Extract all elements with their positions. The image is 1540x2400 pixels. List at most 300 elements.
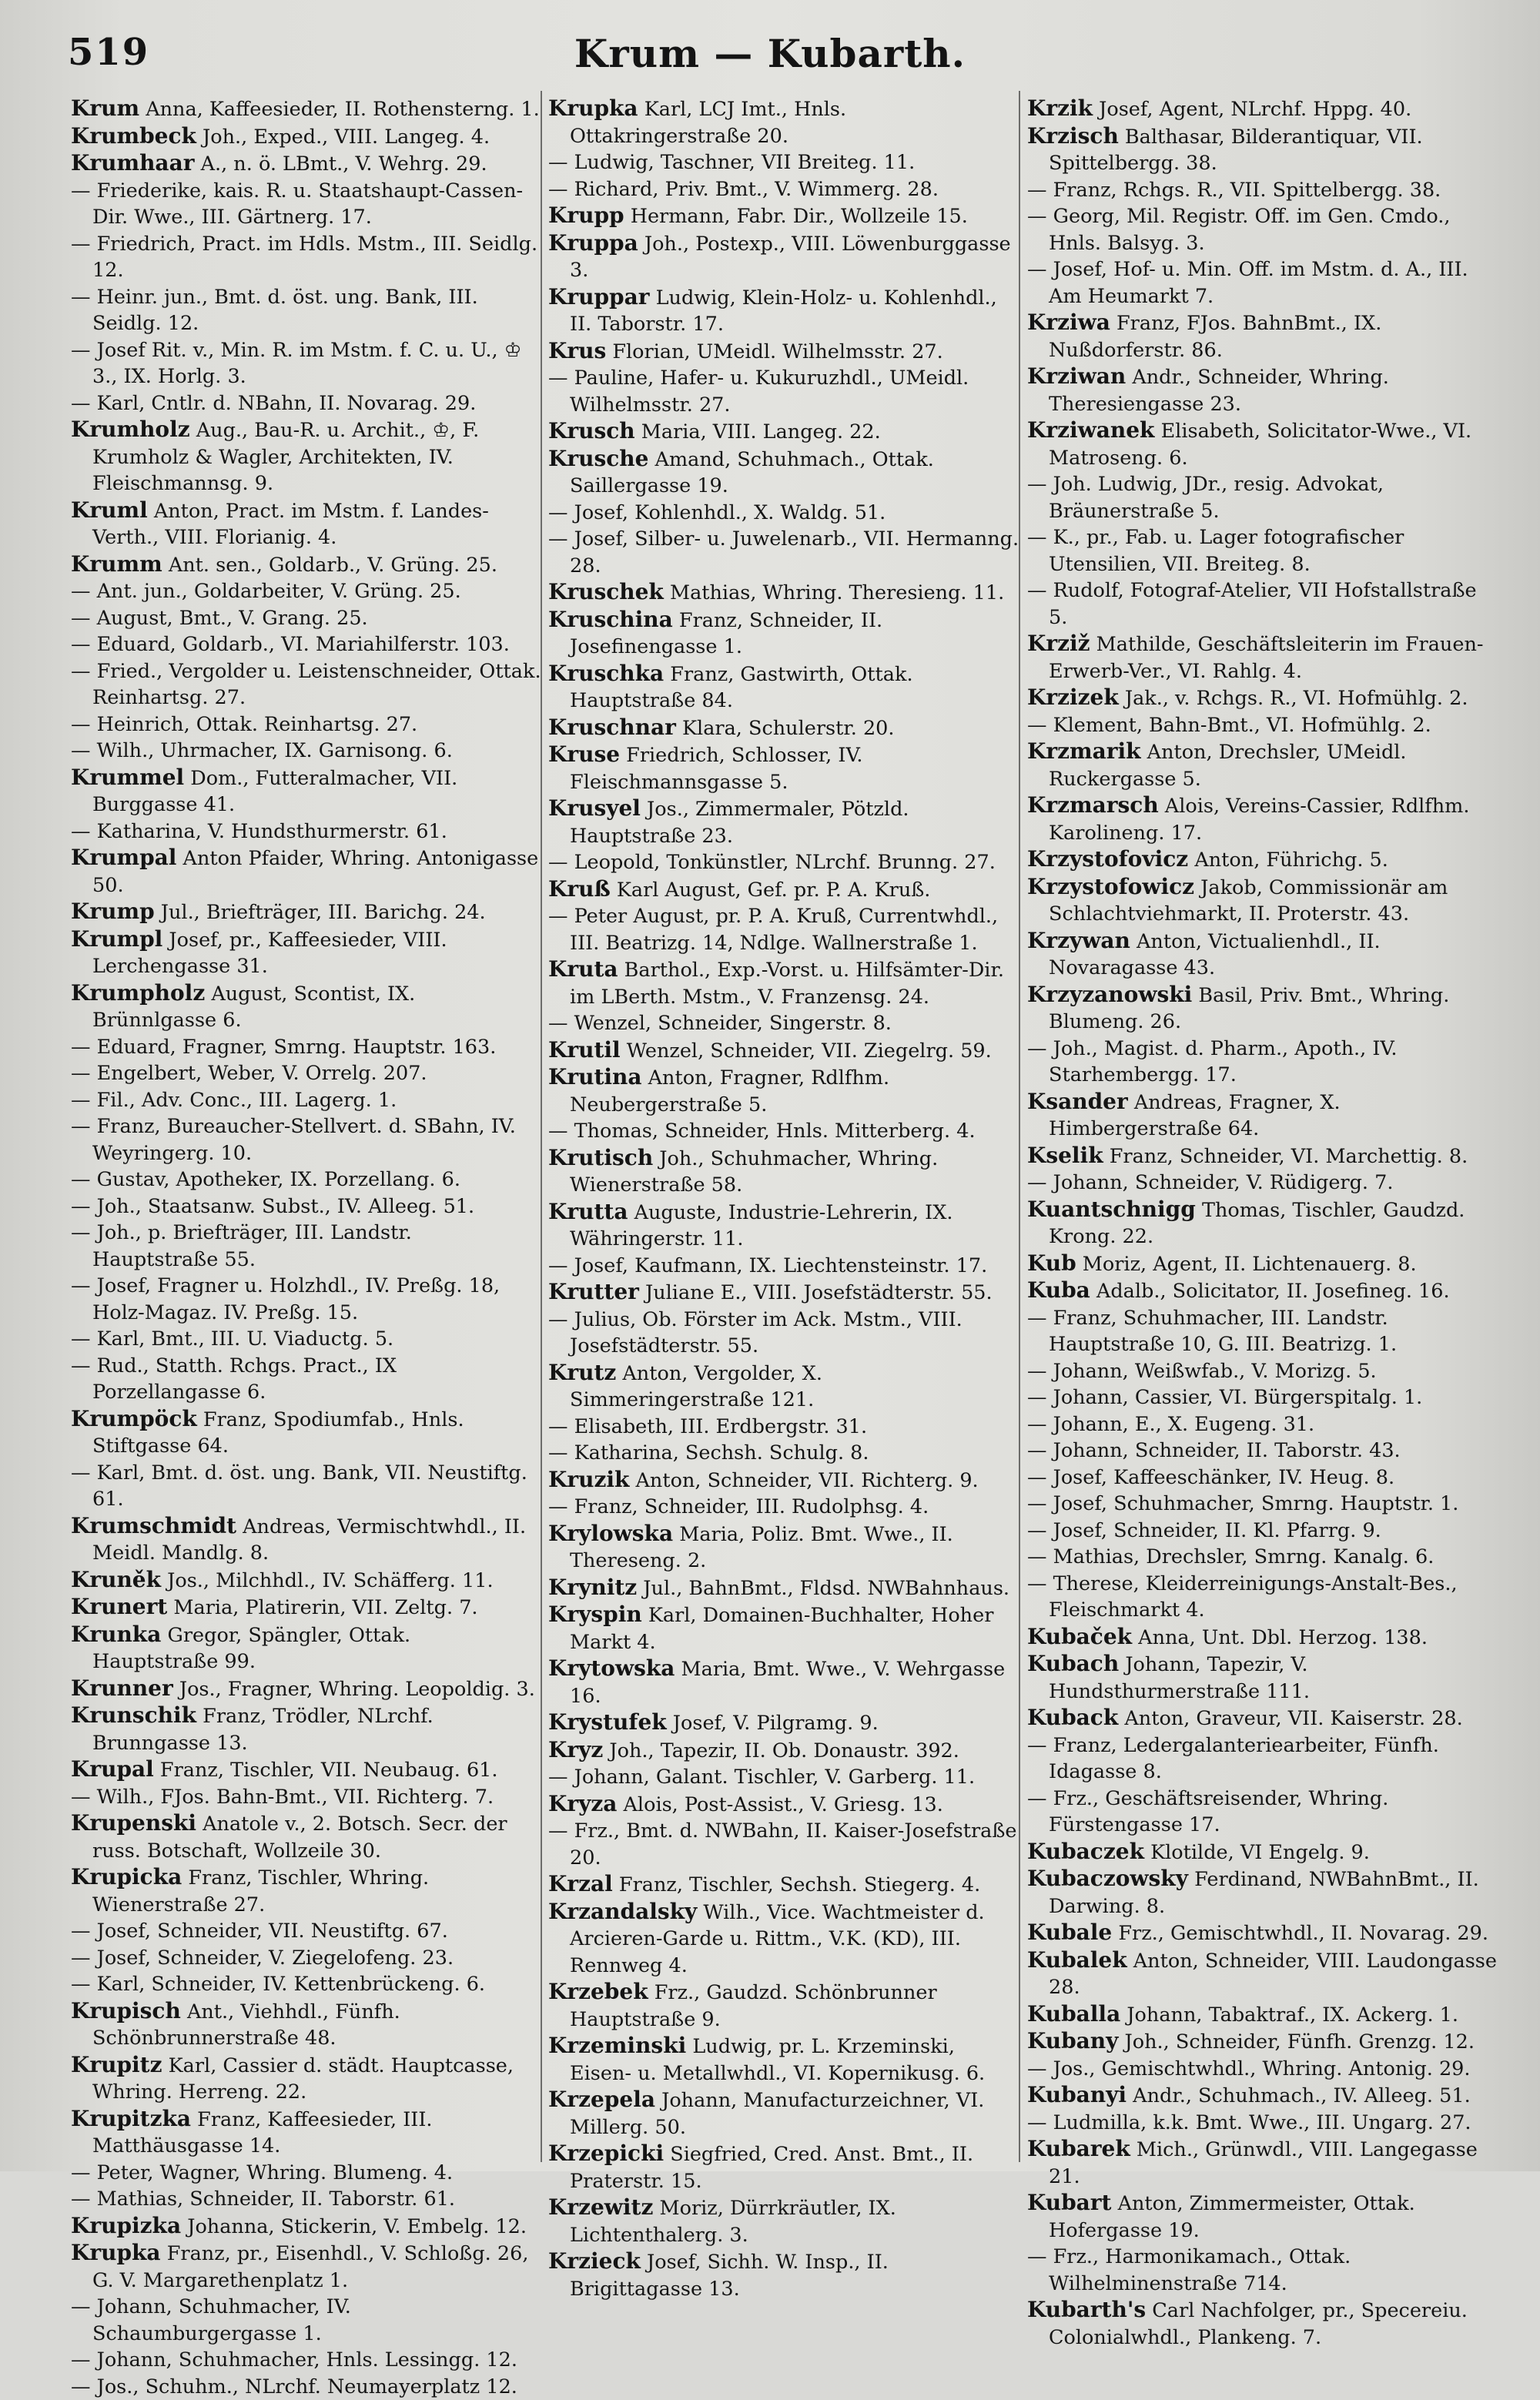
- entry-details: Carl Nachfolger, pr., Specereiu. Colonialwhdl., Plankeng. 7.: [1049, 2299, 1468, 2349]
- entry-details: — Josef, Fragner u. Holzhdl., IV. Preßg. 18, Holz-Magaz. IV. Preßg. 15.: [71, 1274, 500, 1324]
- directory-entry: [1027, 1464, 1498, 1491]
- directory-entry: [71, 738, 542, 765]
- entry-details: — Franz, Schneider, III. Rudolphsg. 4.: [548, 1495, 929, 1518]
- entry-details: Mathias, Whring. Theresieng. 11.: [670, 581, 1004, 604]
- entry-surname: Krus: [548, 338, 606, 363]
- entry-surname: Kubaček: [1027, 1624, 1132, 1649]
- directory-entry: [71, 1087, 542, 1114]
- entry-details: Andr., Schneider, Whring. Theresiengasse 23.: [1049, 366, 1389, 416]
- directory-entry: [1027, 177, 1498, 204]
- directory-entry: [71, 2347, 542, 2374]
- directory-entry: [1027, 256, 1498, 310]
- directory-entry: [71, 2374, 542, 2400]
- entry-surname: Kruml: [71, 497, 148, 523]
- directory-entry: [548, 1145, 1019, 1199]
- directory-entry: [71, 1675, 542, 1703]
- entry-details: — Peter August, pr. P. A. Kruß, Currentwhdl., III. Beatrizg. 14, Ndlge. Wallnerstraße 1.: [548, 905, 998, 955]
- directory-entry: [71, 1918, 542, 1945]
- entry-surname: Kubarek: [1027, 2136, 1130, 2161]
- directory-entry: [1027, 846, 1498, 874]
- entry-details: Jos., Milchhdl., IV. Schäfferg. 11.: [167, 1569, 493, 1592]
- entry-surname: Krutisch: [548, 1145, 653, 1170]
- entry-details: Joh., Postexp., VIII. Löwenburggasse 3.: [570, 233, 1011, 283]
- entry-surname: Kubach: [1027, 1651, 1119, 1676]
- entry-details: — Fil., Adv. Conc., III. Lagerg. 1.: [71, 1089, 397, 1112]
- entry-surname: Kubart: [1027, 2190, 1111, 2215]
- entry-details: Mich., Grünwdl., VIII. Langegasse 21.: [1049, 2138, 1478, 2188]
- entry-surname: Krupka: [548, 95, 638, 121]
- directory-entry: [1027, 1277, 1498, 1305]
- entry-details: — Ant. jun., Goldarbeiter, V. Grüng. 25.: [71, 580, 461, 603]
- entry-details: Mathilde, Geschäftsleiterin im Frauen-Erwerb-Ver., VI. Rahlg. 4.: [1049, 633, 1483, 683]
- entry-surname: Kselik: [1027, 1143, 1103, 1168]
- directory-entry: [1027, 1920, 1498, 1947]
- directory-entry: [548, 1010, 1019, 1037]
- entry-details: Elisabeth, Solicitator-Wwe., VI. Matroseng. 6.: [1049, 420, 1471, 470]
- entry-surname: Kryza: [548, 1791, 617, 1816]
- entry-surname: Krupicka: [71, 1864, 182, 1890]
- directory-entry: [548, 2248, 1019, 2302]
- entry-details: Anna, Kaffeesieder, II. Rothensterng. 1.: [146, 98, 540, 121]
- entry-details: — Jos., Schuhm., NLrchf. Neumayerplatz 12.: [71, 2375, 517, 2398]
- entry-details: — Franz, Rchgs. R., VII. Spittelbergg. 38.: [1027, 179, 1441, 202]
- entry-details: Franz, Spodiumfab., Hnls. Stiftgasse 64.: [92, 1408, 464, 1458]
- entry-surname: Krutta: [548, 1199, 628, 1224]
- entry-details: — Elisabeth, III. Erdbergstr. 31.: [548, 1415, 867, 1438]
- directory-entry: [548, 876, 1019, 904]
- entry-details: Anton, Graveur, VII. Kaiserstr. 28.: [1124, 1707, 1462, 1730]
- directory-entry: [1027, 1732, 1498, 1786]
- directory-entry: [548, 1440, 1019, 1467]
- entry-surname: Krziwa: [1027, 310, 1110, 335]
- directory-entry: [71, 2106, 542, 2160]
- entry-surname: Krzandalsky: [548, 1899, 697, 1924]
- directory-entry: [1027, 712, 1498, 739]
- directory-entry: [71, 337, 542, 390]
- entry-details: Johann, Tapezir, V. Hundsthurmerstraße 111.: [1049, 1653, 1310, 1703]
- entry-surname: Krupisch: [71, 1998, 181, 2023]
- entry-details: Anton, Zimmermeister, Ottak. Hofergasse 19.: [1049, 2192, 1415, 2242]
- directory-entry: [548, 176, 1019, 203]
- directory-entry: [548, 903, 1019, 956]
- entry-surname: Kubany: [1027, 2028, 1118, 2054]
- directory-entry: [71, 551, 542, 579]
- directory-entry: [71, 284, 542, 337]
- entry-surname: Krunert: [71, 1594, 167, 1619]
- directory-entry: [71, 231, 542, 284]
- entry-details: Anton, Pract. im Mstm. f. Landes-Verth., VIII. Florianig. 4.: [92, 500, 489, 550]
- entry-details: — Johann, Schneider, II. Taborstr. 43.: [1027, 1439, 1401, 1462]
- entry-details: Frz., Gaudzd. Schönbrunner Hauptstraße 9.: [570, 1981, 937, 2031]
- entry-surname: Krump: [71, 899, 155, 924]
- directory-entry: [548, 1253, 1019, 1280]
- entry-details: Wilh., Vice. Wachtmeister d. Arcieren-Garde u. Rittm., V.K. (KD), III. Rennweg 4.: [570, 1901, 985, 1977]
- entry-details: — August, Bmt., V. Grang. 25.: [71, 607, 368, 630]
- directory-entry: [71, 1702, 542, 1756]
- entry-details: Maria, Poliz. Bmt. Wwe., II. Thereseng. 2.: [570, 1523, 953, 1573]
- entry-details: Joh., Schuhmacher, Whring. Wienerstraße 58.: [570, 1147, 938, 1197]
- directory-entry: [1027, 2244, 1498, 2297]
- column-2: [548, 95, 1019, 2159]
- directory-entry: [548, 607, 1019, 661]
- directory-entry: [1027, 1358, 1498, 1385]
- entry-surname: Krupal: [71, 1756, 154, 1782]
- entry-details: — Josef, Schuhmacher, Smrng. Hauptstr. 1.: [1027, 1492, 1458, 1515]
- directory-entry: [548, 284, 1019, 338]
- directory-entry: [548, 1521, 1019, 1575]
- entry-details: Basil, Priv. Bmt., Whring. Blumeng. 26.: [1049, 984, 1449, 1034]
- entry-details: Josef, Agent, NLrchf. Hppg. 40.: [1099, 98, 1411, 121]
- entry-surname: Krzal: [548, 1871, 613, 1896]
- entry-surname: Krupp: [548, 203, 624, 228]
- entry-details: — Frz., Bmt. d. NWBahn, II. Kaiser-Josefstraße 20.: [548, 1819, 1016, 1869]
- directory-entry: [1027, 1089, 1498, 1143]
- directory-entry: [71, 2240, 542, 2294]
- entry-details: — Josef, Schneider, VII. Neustiftg. 67.: [71, 1920, 448, 1943]
- entry-details: — Josef, Silber- u. Juwelenarb., VII. Hermanng. 28.: [548, 527, 1019, 577]
- directory-entry: [71, 765, 542, 818]
- entry-details: August, Scontist, IX. Brünnlgasse 6.: [92, 982, 415, 1033]
- entry-details: — Rudolf, Fotograf-Atelier, VII Hofstallstraße 5.: [1027, 579, 1477, 629]
- directory-entry: [71, 845, 542, 899]
- directory-entry: [1027, 1305, 1498, 1358]
- entry-surname: Krusch: [548, 418, 635, 444]
- entry-surname: Krzewitz: [548, 2194, 653, 2220]
- entry-surname: Krunner: [71, 1675, 173, 1701]
- entry-details: Thomas, Tischler, Gaudzd. Krong. 22.: [1049, 1199, 1465, 1249]
- entry-details: Anton, Victualienhdl., II. Novaragasse 43.: [1049, 930, 1381, 980]
- entry-details: — Karl, Cntlr. d. NBahn, II. Novarag. 29.: [71, 392, 476, 415]
- entry-surname: Krylowska: [548, 1521, 673, 1546]
- directory-entry: [548, 661, 1019, 715]
- entry-details: Anna, Unt. Dbl. Herzog. 138.: [1138, 1626, 1428, 1649]
- entry-surname: Kruněk: [71, 1567, 161, 1592]
- entry-details: — Peter, Wagner, Whring. Blumeng. 4.: [71, 2161, 453, 2184]
- entry-surname: Kruppa: [548, 230, 638, 256]
- directory-entry: [1027, 1839, 1498, 1866]
- entry-surname: Krutil: [548, 1037, 621, 1063]
- entry-surname: Kubanyi: [1027, 2082, 1127, 2107]
- directory-entry: [548, 956, 1019, 1010]
- entry-surname: Krunschik: [71, 1702, 196, 1728]
- directory-entry: [1027, 1170, 1498, 1197]
- entry-details: Maria, Bmt. Wwe., V. Wehrgasse 16.: [570, 1658, 1005, 1708]
- entry-surname: Kuba: [1027, 1277, 1090, 1303]
- entry-surname: Kubaczowsky: [1027, 1866, 1188, 1891]
- entry-details: — Jos., Gemischtwhdl., Whring. Antonig. 29.: [1027, 2057, 1471, 2080]
- entry-details: — Franz, Bureaucher-Stellvert. d. SBahn, IV. Weyringerg. 10.: [71, 1115, 516, 1165]
- entry-details: Franz, Tischler, Whring. Wienerstraße 27.: [92, 1866, 429, 1916]
- directory-entry: [548, 95, 1019, 149]
- entry-surname: Krumpholz: [71, 980, 205, 1006]
- entry-surname: Krupitz: [71, 2052, 162, 2077]
- entry-surname: Krzieck: [548, 2248, 641, 2274]
- directory-entry: [71, 1034, 542, 1061]
- directory-entry: [1027, 1143, 1498, 1170]
- entry-details: Wenzel, Schneider, VII. Ziegelrg. 59.: [627, 1039, 992, 1063]
- directory-entry: [1027, 1866, 1498, 1920]
- entry-surname: Kruschina: [548, 607, 673, 632]
- directory-entry: [1027, 524, 1498, 577]
- entry-details: Franz, FJos. BahnBmt., IX. Nußdorferstr. 86.: [1049, 312, 1381, 362]
- entry-surname: Krupenski: [71, 1810, 196, 1836]
- directory-entry: [548, 1871, 1019, 1899]
- directory-entry: [71, 1810, 542, 1864]
- entry-details: — Josef, Kaffeeschänker, IV. Heug. 8.: [1027, 1466, 1394, 1489]
- entry-details: Jos., Zimmermaler, Pötzld. Hauptstraße 23.: [570, 798, 909, 848]
- entry-details: — Josef, Schneider, V. Ziegelofeng. 23.: [71, 1946, 454, 1970]
- directory-entry: [548, 849, 1019, 876]
- directory-entry: [1027, 2001, 1498, 2029]
- directory-entry: [1027, 310, 1498, 363]
- entry-details: — Joh., Magist. d. Pharm., Apoth., IV. Starhembergg. 17.: [1027, 1037, 1397, 1087]
- directory-entry: [548, 1818, 1019, 1871]
- entry-details: Andreas, Fragner, X. Himbergerstraße 64.: [1049, 1091, 1341, 1141]
- directory-entry: [1027, 363, 1498, 417]
- directory-entry: [548, 446, 1019, 500]
- entry-surname: Krunka: [71, 1622, 161, 1647]
- entry-surname: Krumpal: [71, 845, 176, 870]
- entry-surname: Krumpöck: [71, 1406, 197, 1431]
- entry-details: — Johann, Galant. Tischler, V. Garberg. 11.: [548, 1766, 975, 1789]
- directory-entry: [71, 1864, 542, 1918]
- directory-entry: [548, 365, 1019, 418]
- directory-entry: [71, 980, 542, 1034]
- directory-entry: [71, 1622, 542, 1675]
- entry-details: Karl, LCJ Imt., Hnls. Ottakringerstraße 20.: [570, 98, 846, 148]
- directory-entry: [71, 1513, 542, 1567]
- entry-details: Karl, Domainen-Buchhalter, Hoher Markt 4.: [570, 1604, 993, 1654]
- entry-details: Aug., Bau-R. u. Archit., ♔, F. Krumholz & Wagler, Architekten, IV. Fleischmannsg. 9.: [92, 419, 479, 495]
- directory-entry: [548, 500, 1019, 527]
- directory-entry: [548, 741, 1019, 795]
- directory-entry: [548, 579, 1019, 607]
- directory-entry: [71, 578, 542, 605]
- entry-surname: Krzywan: [1027, 928, 1130, 953]
- entry-surname: Krumpl: [71, 926, 162, 952]
- entry-details: Moriz, Agent, II. Lichtenauerg. 8.: [1083, 1253, 1417, 1276]
- entry-details: Anton, Fragner, Rdlfhm. Neubergerstraße 5.: [570, 1066, 889, 1116]
- entry-surname: Krzebek: [548, 1979, 648, 2004]
- entry-details: — Wilh., FJos. Bahn-Bmt., VII. Richterg. 7.: [71, 1786, 494, 1809]
- entry-details: Florian, UMeidl. Wilhelmsstr. 27.: [612, 340, 942, 363]
- entry-details: Ant. sen., Goldarb., V. Grüng. 25.: [169, 554, 497, 577]
- directory-entry: [1027, 577, 1498, 631]
- entry-details: — Wenzel, Schneider, Singerstr. 8.: [548, 1012, 892, 1035]
- entry-details: — Johann, Schuhmacher, IV. Schaumburgergasse 1.: [71, 2295, 351, 2345]
- entry-surname: Kruse: [548, 741, 620, 767]
- directory-entry: [71, 1460, 542, 1513]
- directory-entry: [71, 711, 542, 738]
- entry-surname: Krziž: [1027, 631, 1090, 656]
- entry-details: — Friedrich, Pract. im Hdls. Mstm., III. Seidlg. 12.: [71, 233, 537, 283]
- directory-entry: [548, 203, 1019, 230]
- directory-entry: [71, 2186, 542, 2213]
- entry-details: Andr., Schuhmach., IV. Alleeg. 51.: [1133, 2084, 1471, 2107]
- entry-details: — Karl, Schneider, IV. Kettenbrückeng. 6.: [71, 1973, 485, 1996]
- entry-surname: Krumholz: [71, 417, 190, 442]
- entry-details: — Katharina, V. Hundsthurmerstr. 61.: [71, 820, 447, 843]
- entry-surname: Kruschek: [548, 579, 664, 604]
- directory-entry: [71, 497, 542, 551]
- entry-surname: Kubaczek: [1027, 1839, 1144, 1864]
- entry-surname: Kryz: [548, 1737, 603, 1762]
- entry-details: Jos., Fragner, Whring. Leopoldig. 3.: [179, 1678, 535, 1701]
- directory-entry: [1027, 1571, 1498, 1624]
- entry-details: — Thomas, Schneider, Hnls. Mitterberg. 4.: [548, 1120, 976, 1143]
- entry-surname: Kruschе: [548, 446, 648, 471]
- directory-entry: [1027, 738, 1498, 792]
- entry-details: — Friederike, kais. R. u. Staatshaupt-Cassen-Dir. Wwe., III. Gärtnerg. 17.: [71, 179, 523, 229]
- entry-surname: Krynitz: [548, 1575, 637, 1600]
- entry-details: — Johann, Cassier, VI. Bürgerspitalg. 1.: [1027, 1386, 1422, 1409]
- entry-details: Maria, Platirerin, VII. Zeltg. 7.: [173, 1596, 477, 1619]
- directory-entry: [1027, 1197, 1498, 1250]
- directory-entry: [71, 818, 542, 845]
- entry-details: Frz., Gemischtwhdl., II. Novarag. 29.: [1118, 1922, 1488, 1945]
- entry-details: Alois, Post-Assist., V. Griesg. 13.: [624, 1793, 943, 1816]
- entry-surname: Ksander: [1027, 1089, 1128, 1114]
- entry-details: Auguste, Industrie-Lehrerin, IX. Währingerstr. 11.: [570, 1201, 952, 1251]
- directory-entry: [1027, 1624, 1498, 1652]
- entry-details: — Georg, Mil. Registr. Off. im Gen. Cmdo., Hnls. Balsyg. 3.: [1027, 205, 1450, 255]
- entry-details: — Heinrich, Ottak. Reinhartsg. 27.: [71, 713, 417, 736]
- entry-details: Amand, Schuhmach., Ottak. Saillergasse 19.: [570, 448, 934, 498]
- entry-details: — K., pr., Fab. u. Lager fotografischer Utensilien, VII. Breiteg. 8.: [1027, 526, 1404, 576]
- directory-entry: [71, 605, 542, 632]
- entry-details: Joh., Exped., VIII. Langeg. 4.: [203, 126, 490, 149]
- entry-details: — Joh., Staatsanw. Subst., IV. Alleeg. 51.: [71, 1195, 474, 1218]
- directory-entry: [1027, 1384, 1498, 1411]
- directory-entry: [1027, 2082, 1498, 2110]
- entry-details: — Therese, Kleiderreinigungs-Anstalt-Bes., Fleischmarkt 4.: [1027, 1572, 1458, 1622]
- entry-details: — Richard, Priv. Bmt., V. Wimmerg. 28.: [548, 178, 939, 201]
- entry-details: Klara, Schulerstr. 20.: [682, 717, 895, 740]
- directory-entry: [1027, 1411, 1498, 1438]
- page-number: 519: [68, 31, 149, 74]
- entry-details: — Frz., Geschäftsreisender, Whring. Fürstengasse 17.: [1027, 1787, 1388, 1837]
- entry-surname: Kubale: [1027, 1920, 1112, 1945]
- directory-entry: [71, 1273, 542, 1326]
- directory-entry: [71, 926, 542, 980]
- directory-entry: [71, 2160, 542, 2187]
- directory-entry: [71, 899, 542, 926]
- directory-entry: [1027, 1651, 1498, 1705]
- directory-entry: [71, 1113, 542, 1167]
- entry-details: Anton, Drechsler, UMeidl. Ruckergasse 5.: [1049, 741, 1407, 791]
- entry-details: Franz, Trödler, NLrchf. Brunngasse 13.: [92, 1705, 434, 1755]
- entry-surname: Kubalek: [1027, 1947, 1127, 1973]
- directory-entry: [1027, 1491, 1498, 1518]
- entry-details: Jakob, Commissionär am Schlachtviehmarkt, II. Proterstr. 43.: [1049, 876, 1448, 926]
- directory-entry: [1027, 792, 1498, 846]
- directory-entry: [548, 1360, 1019, 1414]
- directory-entry: [71, 658, 542, 711]
- entry-surname: Krummel: [71, 765, 184, 790]
- column-1: [71, 95, 542, 2159]
- entry-details: — Wilh., Uhrmacher, IX. Garnisong. 6.: [71, 739, 453, 762]
- directory-entry: [1027, 203, 1498, 256]
- entry-details: Siegfried, Cred. Anst. Bmt., II. Praterstr. 15.: [570, 2143, 973, 2193]
- entry-surname: Krzmarsch: [1027, 792, 1159, 818]
- directory-entry: [1027, 2028, 1498, 2056]
- directory-entry: [1027, 1250, 1498, 1278]
- directory-entry: [71, 417, 542, 497]
- directory-entry: [1027, 874, 1498, 928]
- directory-entry: [1027, 631, 1498, 685]
- entry-details: Franz, Tischler, Sechsh. Stiegerg. 4.: [619, 1873, 980, 1896]
- entry-surname: Kubarth's: [1027, 2297, 1146, 2322]
- entry-details: Josef, Sichh. W. Insp., II. Brigittagasse 13.: [570, 2251, 889, 2301]
- entry-details: Joh., Tapezir, II. Ob. Donaustr. 392.: [609, 1739, 959, 1762]
- entry-details: Klotilde, VI Engelg. 9.: [1150, 1841, 1370, 1864]
- entry-details: Dom., Futteralmacher, VII. Burggasse 41.: [92, 767, 457, 817]
- entry-details: — Heinr. jun., Bmt. d. öst. ung. Bank, III. Seidlg. 12.: [71, 286, 478, 336]
- entry-details: Johann, Tabaktraf., IX. Ackerg. 1.: [1127, 2003, 1458, 2027]
- directory-entry: [71, 631, 542, 658]
- entry-details: — Ludmilla, k.k. Bmt. Wwe., III. Ungarg. 27.: [1027, 2111, 1471, 2134]
- directory-entry: [71, 1567, 542, 1595]
- directory-entry: [1027, 417, 1498, 471]
- entry-details: — Josef, Kohlenhdl., X. Waldg. 51.: [548, 501, 886, 524]
- entry-details: — Fried., Vergolder u. Leistenschneider, Ottak. Reinhartsg. 27.: [71, 660, 541, 710]
- entry-details: Andreas, Vermischtwhdl., II. Meidl. Mandlg. 8.: [92, 1515, 526, 1565]
- directory-entry: [71, 2213, 542, 2241]
- entry-surname: Krzepela: [548, 2087, 655, 2112]
- entry-details: Ferdinand, NWBahnBmt., II. Darwing. 8.: [1049, 1868, 1479, 1918]
- entry-details: Friedrich, Schlosser, IV. Fleischmannsgasse 5.: [570, 744, 863, 794]
- directory-entry: [548, 1737, 1019, 1765]
- directory-entry: [548, 715, 1019, 742]
- entry-details: Johann, Manufacturzeichner, VI. Millerg. 50.: [570, 2089, 984, 2139]
- directory-entry: [1027, 1036, 1498, 1089]
- entry-details: Karl, Cassier d. städt. Hauptcasse, Whring. Herreng. 22.: [92, 2054, 514, 2104]
- entry-surname: Krumschmidt: [71, 1513, 236, 1538]
- directory-entry: [548, 1494, 1019, 1521]
- column-3: [1027, 95, 1498, 2159]
- directory-entry: [71, 178, 542, 231]
- entry-surname: Krutter: [548, 1279, 639, 1304]
- entry-surname: Krusyel: [548, 795, 641, 821]
- entry-surname: Krziwan: [1027, 363, 1126, 389]
- entry-details: Maria, VIII. Langeg. 22.: [641, 420, 881, 444]
- directory-entry: [548, 1899, 1019, 1980]
- directory-entry: [1027, 1518, 1498, 1545]
- entry-surname: Kruschka: [548, 661, 664, 686]
- entry-surname: Krumhaar: [71, 150, 194, 176]
- entry-surname: Krzik: [1027, 95, 1093, 121]
- entry-surname: Krzmarik: [1027, 738, 1141, 764]
- directory-entry: [548, 1467, 1019, 1495]
- entry-details: — Josef, Hof- u. Min. Off. im Mstm. d. A., III. Am Heumarkt 7.: [1027, 258, 1468, 308]
- directory-entry: [71, 1784, 542, 1811]
- directory-entry: [71, 1971, 542, 1998]
- entry-details: — Gustav, Apotheker, IX. Porzellang. 6.: [71, 1168, 460, 1191]
- directory-entry: [1027, 1544, 1498, 1571]
- entry-surname: Krzeminski: [548, 2033, 686, 2058]
- entry-details: Johanna, Stickerin, V. Embelg. 12.: [187, 2215, 527, 2238]
- directory-entry: [548, 1602, 1019, 1655]
- directory-entry: [548, 338, 1019, 366]
- directory-entry: [548, 418, 1019, 446]
- entry-surname: Kuballa: [1027, 2001, 1120, 2027]
- directory-entry: [548, 1414, 1019, 1441]
- entry-details: Adalb., Solicitator, II. Josefineg. 16.: [1096, 1280, 1450, 1303]
- entry-details: Ludwig, Klein-Holz- u. Kohlenhdl., II. Taborstr. 17.: [570, 286, 997, 336]
- entry-surname: Krupitzka: [71, 2106, 191, 2131]
- entry-surname: Krzizek: [1027, 685, 1119, 710]
- entry-details: Alois, Vereins-Cassier, Rdlfhm. Karolineng. 17.: [1049, 795, 1469, 845]
